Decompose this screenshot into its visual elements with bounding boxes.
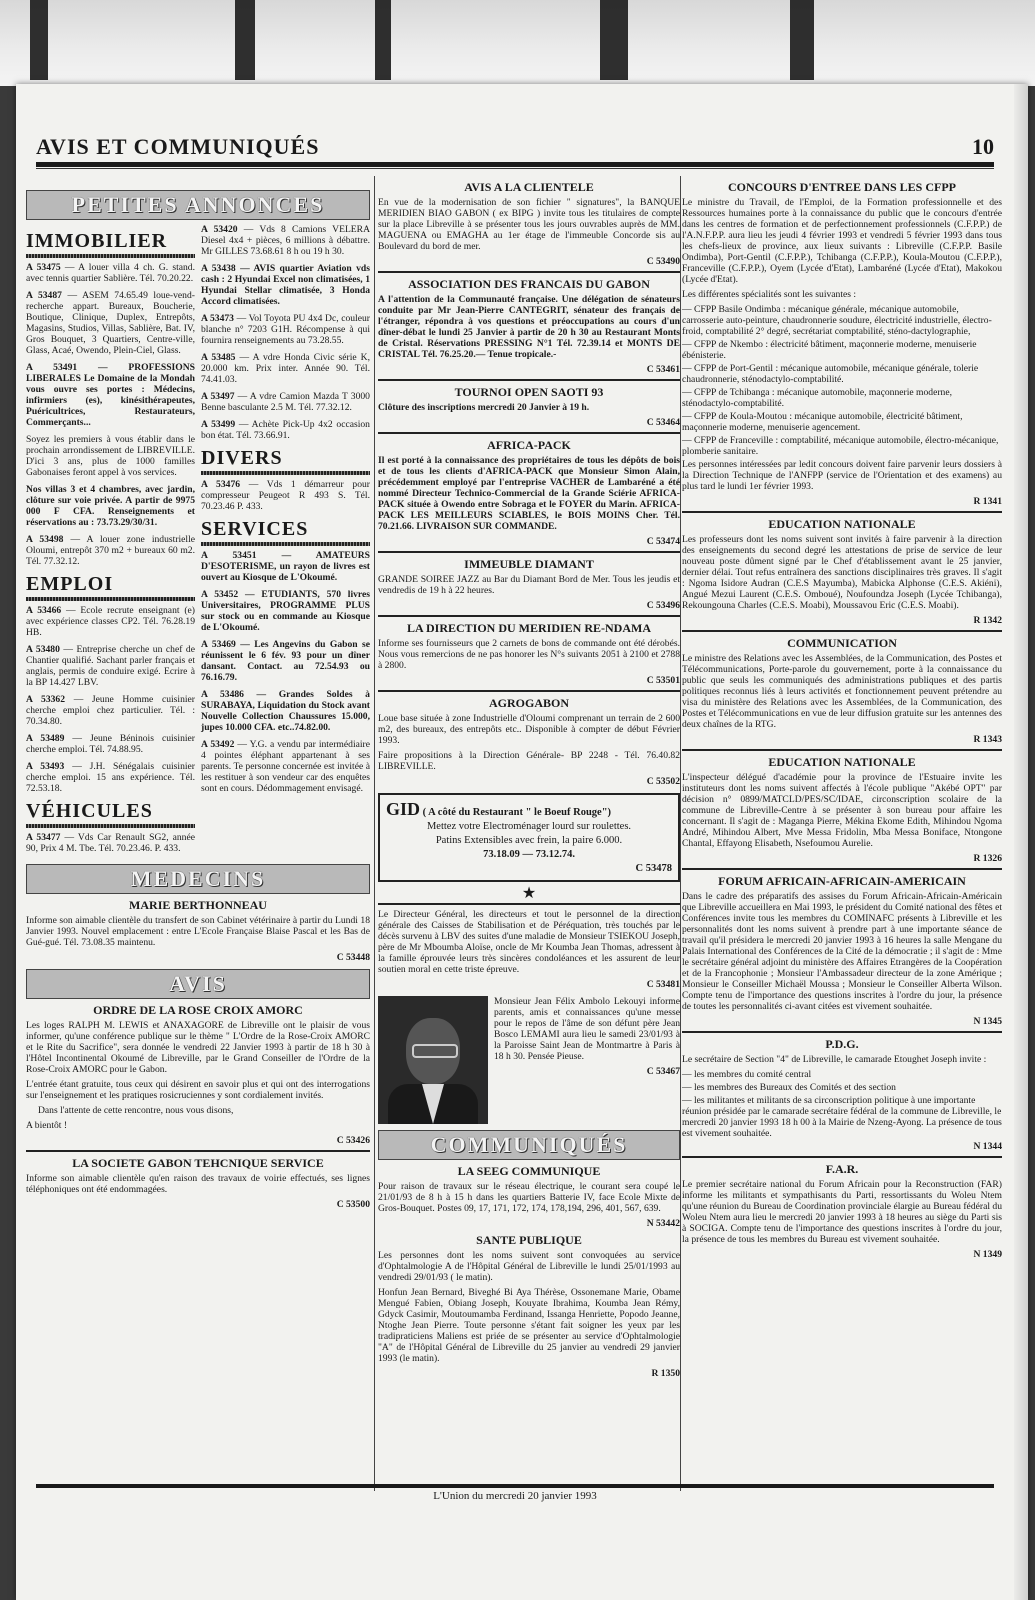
scan-margin [0,0,1035,86]
educ1-text: Les professeurs dont les noms suivent sont invités à faire parvenir à la direction des enseignements du second degré les attestations de prise de service de leur nouveau poste dûment signé par le Chef d'établissement avant le 25 janvier, dernier délai. Tout refus entraînera des sanctions disciplinaires très graves. Il s'agit : Ngoma Isidore Audran (C.E.S Mayumba), Mabicka Alphonse (C.E.S. Akiéni), Angué Mezui Laurent (C.E.S. Omboué), Noufoundza Joseph (Lycée Tchibanga), Rekoungouna Charles (C.E.S. Moabi), Moussavou Eric (C.E.S. Moabi). [682,534,1002,611]
section-rule [682,749,1002,751]
educ2-heading: EDUCATION NATIONALE [768,755,916,769]
gid-phones: 73.18.09 — 73.12.74. [483,849,575,860]
forum-heading: FORUM AFRICAIN-AFRICAIN-AMERICAIN [718,874,966,888]
section-rule [201,471,370,475]
page-number: 10 [972,134,994,159]
medecins-text: Informe son aimable clientèle du transfert de son Cabinet vétérinaire à partir du Lundi 18 Janvier 1993. Nouvel emplacement : entre L'Ecole Française Blaise Pascal et les Bas de Gué-gué. Tél. 73.08.35 maintenu. [26,915,370,948]
list-item: — CFPP de Port-Gentil : mécanique automobile, mécanique générale, tolerie chaudronnerie, sténodactylo-comptabilité. [682,363,979,385]
avis-heading: ORDRE DE LA ROSE CROIX AMORC [93,1003,303,1017]
gid-ref: C 53478 [635,863,672,874]
memorial-ref: C 53467 [646,1066,680,1077]
scan-shadow [600,0,628,80]
newspaper-page [16,84,1028,1600]
association-heading: ASSOCIATION DES FRANCAIS DU GABON [408,277,650,291]
ad-item: A 53492 — Y.G. a vendu par intermédiaire 4 pointes éléphant appartenant à ses parents. Te personne concernée est invitée à les restituer à son vendeur car des enquêtes sont en cours. Dédommagement envisagé. [201,739,370,794]
list-item: — CFPP Basile Ondimba : mécanique générale, mécanique automobile, carrosserie auto-peinture, chaudronnerie soudure, électricité industrielle, électro-froid, comptabilité 2° degré, secrétariat comptabilité, sténo-dactylographie, [682,304,992,337]
avis-text: Dans l'attente de cette rencontre, nous vous disons, [38,1105,234,1116]
condolences-text: Le Directeur Général, les directeurs et tout le personnel de la direction générale des Caisses de Stabilisation et de Péréquation, très touchés par le décès survenu à LBV des suites d'une maladie de Monsieur TSIEKOU Joseph, père de Mr Mboumba Aloïse, oncle de Mr Koumba Jean Thomas, adressent à la famille éprouvée leurs très sincères condoléances et les assurent de leur soutien moral en cette triste épreuve. [378,909,680,975]
ad-item: A 53438 — AVIS quartier Aviation vds cash : 2 Hyundai Excel non climatisées, 1 Hyundai Stellar climatisée, 3 Honda Accord climatisées. [201,263,370,307]
ad-item: A 53420 — Vds 8 Camions VELERA Diesel 4x4 + pièces, 6 millions à débattre. Mr GILLES 73.68.61 8 h ou 19 h 30. [201,224,370,257]
ad-item: A 53493 — J.H. Sénégalais cuisinier cherche emploi. 15 ans expérience. Tél. 72.53.18. [26,761,195,794]
scan-shadow [235,0,255,80]
header-rule [36,168,994,169]
list-item: — les membres des Bureaux des Comités et des section [682,1082,896,1093]
agrogabon-heading: AGROGABON [488,696,569,710]
classifieds-right [201,224,370,860]
section-rule [682,1031,1002,1033]
tournoi-ref: C 53464 [646,417,680,428]
gts-heading: LA SOCIETE GABON TEHCNIQUE SERVICE [72,1156,324,1170]
section-rule [378,551,680,553]
list-item: — les membres du comité central [682,1069,812,1080]
section-rule [26,254,195,258]
ad-item: A 53480 — Entreprise cherche un chef de Chantier qualifié. Sachant parler français et anglais, permis de conduire exigé. Ecrire à la BP 14.427 LBV. [26,644,195,688]
avis-text: A bientôt ! [26,1120,68,1131]
section-emploi: EMPLOI [26,573,114,595]
column-divider [374,176,375,1491]
ad-item: A 53362 — Jeune Homme cuisinier cherche emploi chez particulier. Tél. : 70.34.80. [26,694,195,727]
section-rule [201,542,370,546]
section-rule [682,868,1002,870]
memorial-notice [378,996,680,1124]
ad-item: A 53452 — ETUDIANTS, 570 livres Universitaires, PROGRAMME PLUS sur stock ou en commande au Kiosque de L'Okoumé. [201,589,370,633]
medecins-ref: C 53448 [336,952,370,963]
ad-item: A 53477 — Vds Car Renault SG2, année 90, Prix 4 M. Tbe. Tél. 70.23.46. P. 433. [26,832,195,854]
gts-ref: C 53500 [336,1199,370,1210]
cfpp-text: Le ministre du Travail, de l'Emploi, de la Formation professionnelle et des Ressources humaines porte à la connaissance du public que le concours d'entrée dans les centres de formation et de perfectionnement professionnels (C.F.P.P.) de l'A.N.F.P.P. aura lieu les jeudi 4 février 1993 et vendredi 5 février 1993 dans tous les chefs-lieux de province, aux lieux suivants : Libreville (C.F.P.P. Basile Ondimba), Port-Gentil (C.F.P.P.), Tchibanga (C.F.P.P.), Koula-Moutou (C.F.P.P.), Franceville (C.F.P.P.), Oyem (Lycée d'Etat), Lambaréné (Lycée d'Etat), Makokou (Lycée d'Etat). [682,197,1002,285]
association-text: A l'attention de la Communauté française. Une délégation de sénateurs conduite par Mr Jean-Pierre CANTEGRIT, sénateur des français de l'étranger, répondra à vos questions et préoccupations au cours d'un dîner-débat le lundi 25 Janvier à partir de 20 h 30 au Restaurant Monts de Cristal. Réservations PRESSING N°1 Tél. 72.39.14 et MONTS DE CRISTAL Tél. 76.25.20.— Tenue tropicale.- [378,294,680,360]
ad-item: Nos villas 3 et 4 chambres, avec jardin, clôture sur voie privée. A partir de 9975 000 F CFA. Renseignements et réservations au : 73.73.29/30/31. [26,484,195,528]
educ1-heading: EDUCATION NATIONALE [768,517,916,531]
gid-subtitle: ( A côté du Restaurant " le Boeuf Rouge") [422,807,612,818]
ad-item: A 53475 — A louer villa 4 ch. G. stand. avec tennis quartier Sablière. Tél. 70.20.22. [26,262,195,284]
ad-item: A 53473 — Vol Toyota PU 4x4 Dc, couleur blanche n° 7203 G1H. Récompense à qui fournira renseignements au 73.28.55. [201,313,370,346]
ad-item: A 53451 — AMATEURS D'ESOTERISME, un rayon de livres est ouvert au Kiosque de L'Okoumé. [201,550,370,583]
classifieds-columns [26,224,370,860]
section-rule [682,630,1002,632]
ad-item: A 53469 — Les Angevins du Gabon se réunissent le 6 fév. 93 pour un dîner dansant. Contact. au 72.54.93 ou 76.16.79. [201,639,370,683]
section-rule [26,1150,370,1152]
column-official [682,176,1002,1260]
avis-ref: C 53426 [336,1135,370,1146]
section-rule [682,511,1002,513]
pdg-heading: P.D.G. [825,1037,859,1051]
tournoi-text: Clôture des inscriptions mercredi 20 Janvier à 19 h. [378,402,590,413]
educ2-text: L'inspecteur délégué d'académie pour la province de l'Estuaire invite les instituteurs dont les noms suivent affectés à l'école publique "Akébé OPT" par décision n° 0899/MATCLD/PES/SC/IDAE, circonscription scolaire de la commune de Libreville-Centre à se présenter à son bureau pour affaire les concernant. Il s'agit de : Maganga Pierre, Mékina Ekome Edith, Mihindou Ngoma André, Mihindou Albert, Mve Messa Fridolin, Mba Messa Boniface, Ntongone Chantal, Effayong Elisabeth, Nsefoumou Aurelie. [682,772,1002,849]
banner-avis: AVIS [26,969,370,999]
page-footer [36,1484,994,1502]
section-vehicules: VÉHICULES [26,800,153,822]
sante-ref: R 1350 [651,1368,680,1379]
section-rule [378,379,680,381]
cfpp-ref: R 1341 [973,496,1002,507]
column-classifieds [26,190,370,1210]
page-title: AVIS ET COMMUNIQUÉS [36,134,320,159]
far-ref: N 1349 [973,1249,1002,1260]
banner-medecins: MEDECINS [26,864,370,894]
section-divers: DIVERS [201,447,283,469]
gid-ad-box [378,793,680,882]
pdg-text: Le secrétaire de Section "4" de Libreville, le camarade Etoughet Joseph invite : [682,1054,987,1065]
ad-item: A 53485 — A vdre Honda Civic série K, 20.000 km. Prix inter. Année 90. Tél. 74.41.03. [201,352,370,385]
forum-ref: N 1345 [973,1016,1002,1027]
section-rule [378,271,680,273]
immeuble-ref: C 53496 [646,600,680,611]
footer-text: L'Union du mercredi 20 janvier 1993 [433,1490,597,1502]
educ1-ref: R 1342 [973,615,1002,626]
ad-item: A 53499 — Achète Pick-Up 4x2 occasion bon état. Tél. 73.66.91. [201,419,370,441]
cfpp-heading: CONCOURS D'ENTREE DANS LES CFPP [727,180,957,194]
communication-text: Le ministre des Relations avec les Assemblées, de la Communication, des Postes et Télécommunications, Porte-parole du gouvernement, porte à la connaissance du public que seuls les communiqués des administrations publiques et des partis politiques reconnus liés à leurs activités et fonctionnement peuvent prétendre au visa du ministère des Relations avec les Assemblées, de la Communication, des Postes et Télécommunications en vue de leur diffusion gratuite sur les antennes des deux chaînes de la RTG. [682,653,1002,730]
tournoi-heading: TOURNOI OPEN SAOTI 93 [454,385,604,399]
ad-item: A 53498 — A louer zone industrielle Oloumi, entrepôt 370 m2 + bureaux 60 m2. Tél. 77.32.12. [26,534,195,567]
gid-name: GID [386,799,421,819]
condolences-ref: C 53481 [646,979,680,990]
agrogabon-ref: C 53502 [646,776,680,787]
africapack-heading: AFRICA-PACK [487,438,571,452]
list-item: — les militantes et militants de sa circonscription politique à une importante réunion présidée par le camarade secrétaire fédéral de la commune de Libreville, le mercredi 20 janvier 1993 18 h 00 à la Mairie de Nzeng-Ayong. La présence de tous est vivement souhaitée. [682,1095,1002,1139]
meridien-heading: LA DIRECTION DU MERIDIEN RE-NDAMA [406,621,651,635]
forum-text: Dans le cadre des préparatifs des assises du Forum Africain-Africain-Américain que Libreville accueillera en Mai 1993, le président du Comité national des fêtes et Conférences invite tous les membres du COMINAFC présents à Libreville et les personnalités dont les noms suivent à prendre part à une importante séance de travail qu'il présidera le mercredi 20 janvier 1993 à 16 heures la salle Mengane du Palais International des Conférences de la Cité de la démocratie ; il s'agit de : Mme le secrétaire général adjoint du ministère des Affaires Etrangères de la Coopération et de la Francophonie ; Monsieur l'Ambassadeur directeur de la zone Amérique ; Monsieur le Conseiller Michaël Moussa ; Monsieur le Conseiller Alberta Wilson. Compte tenu de l'importance des questions inscrites à l'ordre du jour, la présence de toutes les personnalités ci-avant citées est vivement souhaitée. [682,891,1002,1012]
ad-item: A 53489 — Jeune Béninois cuisinier cherche emploi. Tél. 74.88.95. [26,733,195,755]
memorial-text: Monsieur Jean Félix Ambolo Lekouyi informe parents, amis et connaissances qu'une messe pour le repos de l'âme de son défunt père Jean Bosco LEMAMI aura lieu le samedi 23/01/93 à la Paroisse Saint Jean de Montmartre à Paris à 18 h 30. Pensée Pieuse. [494,996,680,1062]
clientele-ref: C 53490 [646,256,680,267]
association-ref: C 53461 [646,364,680,375]
cfpp-intro: Les différentes spécialités sont les suivantes : [682,289,857,300]
gts-text: Informe son aimable clientèle qu'en raison des travaux de voirie effectués, ses lignes téléphoniques ont été endommagées. [26,1173,370,1195]
column-divider [680,176,681,1491]
ad-item: A 53487 — ASEM 74.65.49 loue-vend-recherche appart. Bureaux, Boucherie, Boutique, Clinique, Duplex, Entrepôts, Magasins, Studios, Villas, Sablière, Bat. IV, Gros Bouquet, 3 Quartiers, Centre-ville, Glass, Acaé, Owendo, Plein-Ciel, Glass. [26,290,195,356]
page-header [36,132,994,167]
section-services: SERVICES [201,518,309,540]
sante-text: Honfun Jean Bernard, Biveghé Bi Aya Thérèse, Ossonemane Marie, Obame Mengué Fabien, Obiang Joseph, Kouyate Ibrahima, Koumba Jean Rémy, Gdyck Casimir, Moutoumamba Ferdinand, Issanga Henriette, Popodo Jeanne, Ntoghe Jean Pierre. Toute personne s'étant fait soigner les yeux par les tradipraticiens Maliens est priée de se présenter au service d'Ophtalmologie "A" de l'Hôpital Général de Libreville du 25 janvier au vendredi 29 janvier 1993 (le matin). [378,1287,680,1364]
pdg-list [682,1069,1002,1139]
list-item: — CFPP de Franceville : comptabilité, mécanique automobile, électro-mécanique, plomberie sanitaire. [682,435,999,457]
avis-text: L'entrée étant gratuite, tous ceux qui désirent en savoir plus et qui ont des interrogations sur l'enseignement et les pratiques rosicruciennes y sont cordialement invités. [26,1079,370,1101]
africapack-text: Il est porté à la connaissance des propriétaires de tous les dépôts de bois et de tous les clients d'AFRICA-PACK que Monsieur Simon Alain, précédemment employé par l'entreprise VACHER de Lambaréné a été nommé Directeur Technico-Commercial de la Grande Sciérie AFRICA-PACK située à Owendo entre Sobraga et le FOYER du Marin. AFRICA-PACK LES MEILLEURS SCIABLES, le BOIS MOINS Cher. Tél. 70.21.66. LIVRAISON SUR COMMANDE. [378,455,680,532]
list-item: — CFPP de Nkembo : électricité bâtiment, maçonnerie moderne, menuiserie ébénisterie. [682,339,977,361]
ad-item: A 53491 — PROFESSIONS LIBERALES Le Domaine de la Mondah vous ouvre ses portes : Médecins, infirmiers (es), kinésithérapeutes, Puéricultrices, Restaurateurs, Commerçants... [26,362,195,428]
list-item: — CFPP de Koula-Moutou : mécanique automobile, électricité bâtiment, maçonnerie moderne, menuiserie agencement. [682,411,963,433]
section-rule [26,824,195,828]
gid-line: Patins Extensibles avec frein, la paire 6.000. [435,835,623,846]
list-item: — CFPP de Tchibanga : mécanique automobile, maçonnerie moderne, sténodactylo-comptabilité. [682,387,953,409]
scan-shadow [375,0,391,80]
communication-heading: COMMUNICATION [787,636,897,650]
agrogabon-text: Loue base située à zone Industrielle d'Oloumi comprenant un terrain de 2 600 m2, des bureaux, des entrepôts etc.. Disponible à compter de début Février 1993. [378,713,680,746]
portrait-photo [378,996,488,1124]
africapack-ref: C 53474 [646,536,680,547]
educ2-ref: R 1326 [973,853,1002,864]
meridien-ref: C 53501 [646,675,680,686]
sante-heading: SANTE PUBLIQUE [476,1233,582,1247]
scan-shadow [30,0,48,80]
gid-header [386,799,672,820]
banner-communiques: COMMUNIQUÉS [378,1130,680,1160]
meridien-text: Informe ses fournisseurs que 2 carnets de bons de commande ont été dérobés. Nous vous remercions de ne pas honorer les N°s suivants 2051 à 2100 et 2788 à 2800. [378,638,680,671]
ad-item: A 53486 — Grandes Soldes à SURABAYA, Liquidation du Stock avant Nouvelle Collection Chaussures 15.000, jupes 10.000 CFA. etc..74.82.00. [201,689,370,733]
communication-ref: R 1343 [973,734,1002,745]
gid-line: Mettez votre Electroménager lourd sur roulettes. [426,821,632,832]
ad-item: A 53497 — A vdre Camion Mazda T 3000 Benne basculante 2.5 M. Tél. 77.32.12. [201,391,370,413]
immeuble-text: GRANDE SOIREE JAZZ au Bar du Diamant Bord de Mer. Tous les jeudis et vendredis de 19 h à 22 heures. [378,574,680,596]
section-rule [26,597,195,601]
clientele-heading: AVIS A LA CLIENTELE [464,180,594,194]
banner-petites-annonces: PETITES ANNONCES [26,190,370,220]
section-rule [378,432,680,434]
pdg-ref: N 1344 [973,1141,1002,1152]
section-immobilier: IMMOBILIER [26,230,168,252]
seeg-text: Pour raison de travaux sur le réseau électrique, le courant sera coupé le 21/01/93 de 8 h à 15 h dans les quartiers Batterie IV, face Ecole Mixte de Gros-Bouquet. Postes 09, 17, 171, 172, 174, 178,194, 296, 401, 567, 639. [378,1181,680,1214]
immeuble-heading: IMMEUBLE DIAMANT [464,557,594,571]
medecins-heading: MARIE BERTHONNEAU [129,898,267,912]
ad-item: A 53476 — Vds 1 démarreur pour compresseur Peugeot R 493 S. Tél. 70.23.46 P. 433. [201,479,370,512]
far-heading: F.A.R. [825,1162,859,1176]
star-icon: ★ [521,885,537,902]
section-rule [682,1156,1002,1158]
cfpp-list [682,304,1002,457]
cfpp-outro: Les personnes intéressées par ledit concours doivent faire parvenir leurs dossiers à la Direction Technique de l'ANFPP (service de l'Orientation et des examens) au plus tard le lundi 1er février 1993. [682,459,1002,492]
ad-item: Soyez les premiers à vous établir dans le prochain arrondissement de LIBREVILLE. D'ici 3 ans, plus de 1000 familles Gabonaises feront appel à vos services. [26,434,195,478]
seeg-heading: LA SEEG COMMUNIQUE [457,1164,601,1178]
agrogabon-text: Faire propositions à la Direction Générale- BP 2248 - Tél. 76.40.82 LIBREVILLE. [378,750,680,772]
sante-text: Les personnes dont les noms suivent sont convoquées au service d'Ophtalmologie A de l'Hôpital Général de Libreville le lundi 25/01/1993 au vendredi 29/01/93 ( le matin). [378,1250,680,1283]
section-rule [378,903,680,905]
section-rule [378,615,680,617]
avis-text: Les loges RALPH M. LEWIS et ANAXAGORE de Libreville ont le plaisir de vous informer, qu'une conférence publique sur le thème " L'Ordre de la Rose-Croix AMORC et le Rite du Sacrifice", sera donnée le vendredi 22 Janvier 1993 à partir de 18 h 30 à l'Hôtel Incontinental Okoumé de Libreville, par le Grand Conseiller de l'Ordre de la Rose-Croix AMORC pour le Gabon. [26,1020,370,1075]
classifieds-left [26,224,195,860]
section-rule [378,690,680,692]
column-notices [378,176,680,1379]
scan-shadow [790,0,814,80]
far-text: Le premier secrétaire national du Forum Africain pour la Reconstruction (FAR) informe les militants et sympathisants du Parti, ressortissants du Woleu Ntem qu'une réunion du Bureau de Coordination provinciale élargie au Bureau fédéral du Woleu Ntem aura lieu le mercredi 20 janvier 1993 à 18 heures au siège du Parti sis à SOCIGA. Compte tenu de l'importance des questions inscrites à l'ordre du jour, la présence de tous les membres du Bureau est vivement souhaitée. [682,1179,1002,1245]
ad-item: A 53466 — Ecole recrute enseignant (e) avec expérience classes CP2. Tél. 76.28.19 HB. [26,605,195,638]
clientele-text: En vue de la modernisation de son fichier " signatures", la BANQUE MERIDIEN BIAO GABON ( ex BIPG ) invite tous les titulaires de compte sur la place Libreville à se présenter tous les jours ouvrables auprès de MM. MAGUENA ou EMAGHA au 1er étage de l'immeuble Concorde sis au Boulevard du bord de mer. [378,197,680,252]
seeg-ref: N 53442 [646,1218,680,1229]
